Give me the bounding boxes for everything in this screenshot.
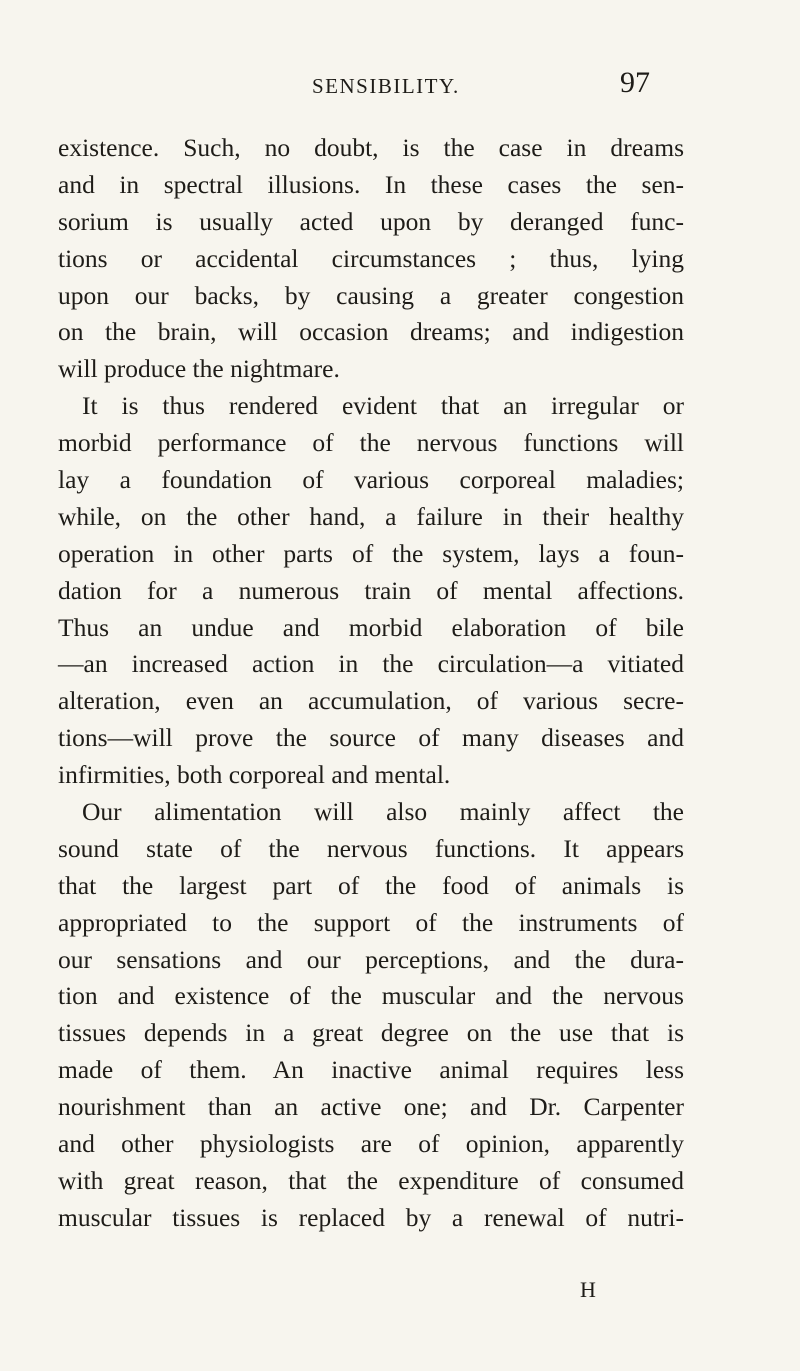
text-line: appropriated to the support of the instruments of bbox=[58, 907, 684, 937]
text-line: sound state of the nervous functions. It appears bbox=[58, 833, 684, 863]
text-line: tion and existence of the muscular and the nervous bbox=[58, 981, 684, 1011]
signature-mark: H bbox=[580, 1277, 596, 1302]
text-line: Thus an undue and morbid elaboration of bile bbox=[58, 612, 684, 642]
text-line: morbid performance of the nervous functions will bbox=[58, 428, 684, 458]
text-line: tions—will prove the source of many diseases and bbox=[58, 723, 684, 753]
running-head bbox=[0, 66, 800, 102]
text-line: nourishment than an active one; and Dr. Carpenter bbox=[58, 1092, 684, 1122]
text-line: lay a foundation of various corporeal maladies; bbox=[58, 465, 684, 495]
text-line: alteration, even an accumulation, of various secre- bbox=[58, 686, 684, 716]
text-line: tissues depends in a great degree on the use that is bbox=[58, 1018, 684, 1048]
text-line: with great reason, that the expenditure of consumed bbox=[58, 1165, 684, 1195]
page-number: 97 bbox=[620, 66, 650, 99]
text-line: existence. Such, no doubt, is the case in dreams bbox=[58, 133, 684, 162]
text-line: tions or accidental circumstances ; thus, lying bbox=[58, 243, 684, 273]
text-line: operation in other parts of the system, lays a foun- bbox=[58, 538, 684, 568]
text-line: dation for a numerous train of mental affections. bbox=[58, 575, 684, 605]
text-line: sorium is usually acted upon by deranged func- bbox=[58, 206, 684, 236]
text-line: while, on the other hand, a failure in their healthy bbox=[58, 501, 684, 531]
text-line: muscular tissues is replaced by a renewal of nutri- bbox=[58, 1202, 684, 1232]
text-line: our sensations and our perceptions, and the dura- bbox=[58, 944, 684, 974]
text-line: —an increased action in the circulation—a vitiated bbox=[58, 649, 684, 679]
text-line: will produce the nightmare. bbox=[58, 354, 340, 384]
text-line: that the largest part of the food of animals is bbox=[58, 870, 684, 900]
text-line: upon our backs, by causing a greater congestion bbox=[58, 280, 684, 310]
text-line: made of them. An inactive animal requires less bbox=[58, 1055, 684, 1085]
text-line: on the brain, will occasion dreams; and indigestion bbox=[58, 317, 684, 347]
running-title: SENSIBILITY. bbox=[312, 74, 460, 98]
text-line: and other physiologists are of opinion, apparently bbox=[58, 1129, 684, 1159]
text-line: infirmities, both corporeal and mental. bbox=[58, 760, 451, 790]
text-line: It is thus rendered evident that an irregular or bbox=[82, 391, 684, 421]
body-text bbox=[58, 130, 684, 1237]
text-line: and in spectral illusions. In these cases the sen- bbox=[58, 169, 684, 199]
text-line: Our alimentation will also mainly affect the bbox=[82, 797, 684, 827]
